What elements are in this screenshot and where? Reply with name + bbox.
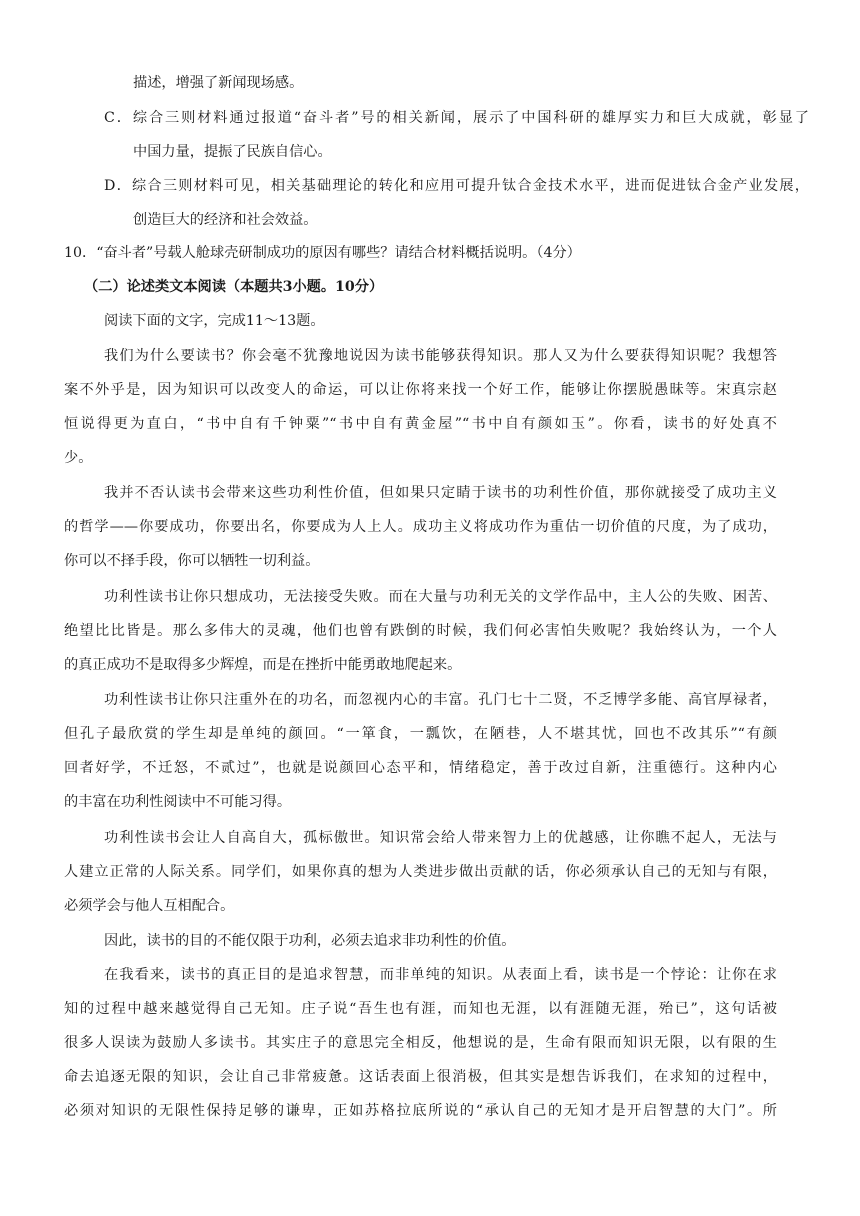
paragraph-2-line-3: 你可以不择手段，你可以牺牲一切利益。 (64, 553, 320, 569)
option-b-continuation: 描述，增强了新闻现场感。 (133, 75, 304, 91)
paragraph-7-line-2: 知的过程中越来越觉得自己无知。庄子说“吾生也有涯，而知也无涯，以有涯随无涯，殆已”，这句话被 (64, 1001, 777, 1017)
paragraph-7-line-5: 必须对知识的无限性保持足够的谦卑，正如苏格拉底所说的“承认自己的无知才是开启智慧的大门”。所 (64, 1103, 777, 1119)
paragraph-1-line-3: 恒说得更为直白，“书中自有千钟粟”“书中自有黄金屋”“书中自有颜如玉”。你看，读书的好处真不 (64, 416, 777, 432)
paragraph-7-line-3: 很多人误读为鼓励人多读书。其实庄子的意思完全相反，他想说的是，生命有限而知识无限，以有限的生 (64, 1035, 777, 1051)
paragraph-5-line-2: 人建立正常的人际关系。同学们，如果你真的想为人类进步做出贡献的话，你必须承认自己的无知与有限， (64, 864, 777, 880)
paragraph-2-line-2: 的哲学——你要成功，你要出名，你要成为人上人。成功主义将成功作为重估一切价值的尺度，为了成功， (64, 519, 777, 535)
paragraph-1-line-2: 案不外乎是，因为知识可以改变人的命运，可以让你将来找一个好工作，能够让你摆脱愚昧等。宋真宗赵 (64, 382, 777, 398)
paragraph-3-line-1: 功利性读书让你只想成功，无法接受失败。而在大量与功利无关的文学作品中，主人公的失败、困苦、 (104, 589, 777, 605)
paragraph-7-line-4: 命去追逐无限的知识，会让自己非常疲惫。这话表面上很消极，但其实是想告诉我们，在求知的过程中， (64, 1069, 777, 1085)
paragraph-3-line-3: 的真正成功不是取得多少辉煌，而是在挫折中能勇敢地爬起来。 (64, 657, 462, 673)
paragraph-7-line-1: 在我看来，读书的真正目的是追求智慧，而非单纯的知识。从表面上看，读书是一个悖论：让你在求 (104, 967, 777, 983)
paragraph-4-line-1: 功利性读书让你只注重外在的功名，而忽视内心的丰富。孔门七十二贤，不乏博学多能、高官厚禄者， (104, 692, 777, 708)
paragraph-2-line-1: 我并不否认读书会带来这些功利性价值，但如果只定睛于读书的功利性价值，那你就接受了成功主义 (104, 485, 777, 501)
paragraph-3-line-2: 绝望比比皆是。那么多伟大的灵魂，他们也曾有跌倒的时候，我们何必害怕失败呢？我始终认为，一个人 (64, 623, 777, 639)
paragraph-4-line-3: 回者好学，不迁怒，不贰过”，也就是说颜回心态平和，情绪稳定，善于改过自新，注重德行。这种内心 (64, 760, 777, 776)
paragraph-4-line-4: 的丰富在功利性阅读中不可能习得。 (64, 794, 292, 810)
paragraph-1-line-4: 少。 (64, 450, 93, 466)
option-c-line-2: 中国力量，提振了民族自信心。 (133, 144, 332, 160)
paragraph-1-line-1: 我们为什么要读书？你会毫不犹豫地说因为读书能够获得知识。那人又为什么要获得知识呢？我想答 (104, 348, 777, 364)
question-10: 10．“奋斗者”号载人舱球壳研制成功的原因有哪些？请结合材料概括说明。（4分） (64, 245, 581, 261)
paragraph-5-line-1: 功利性读书会让人自高自大，孤标傲世。知识常会给人带来智力上的优越感，让你瞧不起人，无法与 (104, 830, 777, 846)
paragraph-5-line-3: 必须学会与他人互相配合。 (64, 898, 235, 914)
paragraph-4-line-2: 但孔子最欣赏的学生却是单纯的颜回。“一箪食，一瓢饮，在陋巷，人不堪其忧，回也不改其乐”“有颜 (64, 726, 777, 742)
paragraph-6-line-1: 因此，读书的目的不能仅限于功利，必须去追求非功利性的价值。 (104, 933, 516, 949)
option-d-line-1: D．综合三则材料可见，相关基础理论的转化和应用可提升钛合金技术水平，进而促进钛合金产业发展， (104, 178, 809, 194)
option-c-line-1: C．综合三则材料通过报道“奋斗者”号的相关新闻，展示了中国科研的雄厚实力和巨大成就，彰显了 (104, 110, 809, 126)
section-heading: （二）论述类文本阅读（本题共3小题。10分） (84, 279, 384, 295)
option-d-line-2: 创造巨大的经济和社会效益。 (133, 212, 318, 228)
section-instruction: 阅读下面的文字，完成11～13题。 (104, 313, 325, 329)
